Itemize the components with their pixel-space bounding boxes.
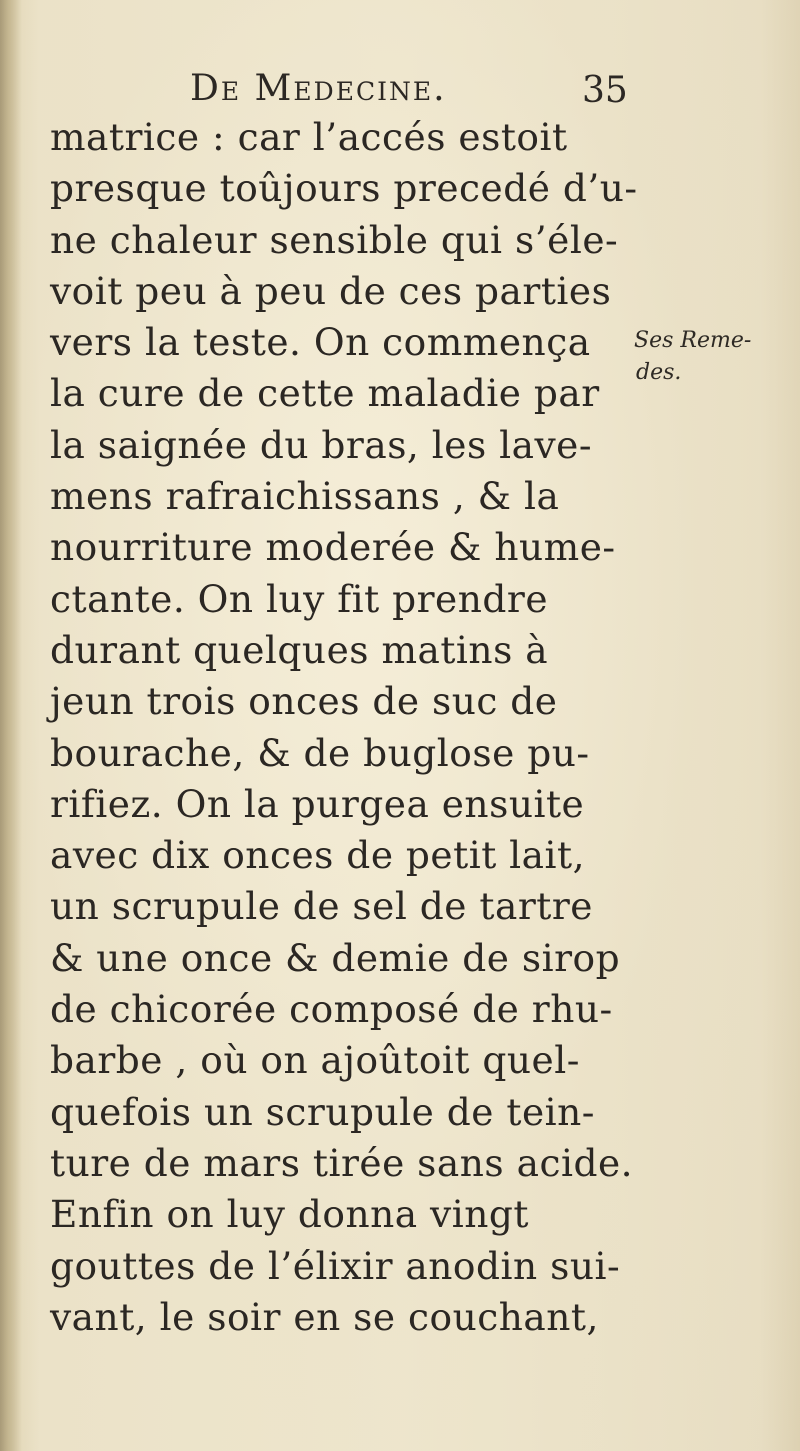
running-title: De Medecine. (190, 68, 447, 109)
body-text (50, 112, 638, 1343)
text-line: vers la teste. On commença (50, 320, 591, 365)
text-line: durant quelques matins à (50, 627, 549, 672)
margin-note-line-2: des. (636, 360, 682, 385)
text-line: & une once & demie de sirop (50, 935, 621, 980)
text-line: la saignée du bras, les lave- (50, 422, 593, 467)
text-line: Enfin on luy donna vingt (50, 1192, 529, 1237)
text-line: quefois un scrupule de tein- (50, 1089, 595, 1134)
text-line: un scrupule de sel de tartre (50, 884, 593, 929)
text-line: mens rafraichissans , & la (50, 474, 560, 519)
page-number: 35 (582, 70, 628, 111)
text-line: ne chaleur sensible qui s’éle- (50, 217, 619, 262)
text-line: nourriture moderée & hume- (50, 525, 616, 570)
text-line: la cure de cette maladie par (50, 371, 600, 416)
text-line: de chicorée composé de rhu- (50, 987, 613, 1032)
text-line: vant, le soir en se couchant, (50, 1294, 599, 1339)
text-line: bourache, & de buglose pu- (50, 730, 590, 775)
text-line: ture de mars tirée sans acide. (50, 1140, 634, 1185)
text-line: rifiez. On la purgea ensuite (50, 781, 585, 826)
page-header (0, 62, 800, 112)
text-line: matrice : car l’accés estoit (50, 115, 568, 159)
text-line: presque toûjours precedé d’u- (50, 166, 638, 211)
text-line: voit peu à peu de ces parties (50, 268, 612, 313)
text-line: ctante. On luy fit prendre (50, 576, 549, 621)
page-gutter-shadow (0, 0, 22, 1451)
text-line: barbe , où on ajoûtoit quel- (50, 1038, 580, 1083)
text-line: jeun trois onces de suc de (50, 679, 558, 724)
text-line: gouttes de l’élixir anodin sui- (50, 1243, 621, 1288)
margin-note-line-1: Ses Reme- (634, 328, 752, 353)
text-line: avec dix onces de petit lait, (50, 833, 586, 878)
